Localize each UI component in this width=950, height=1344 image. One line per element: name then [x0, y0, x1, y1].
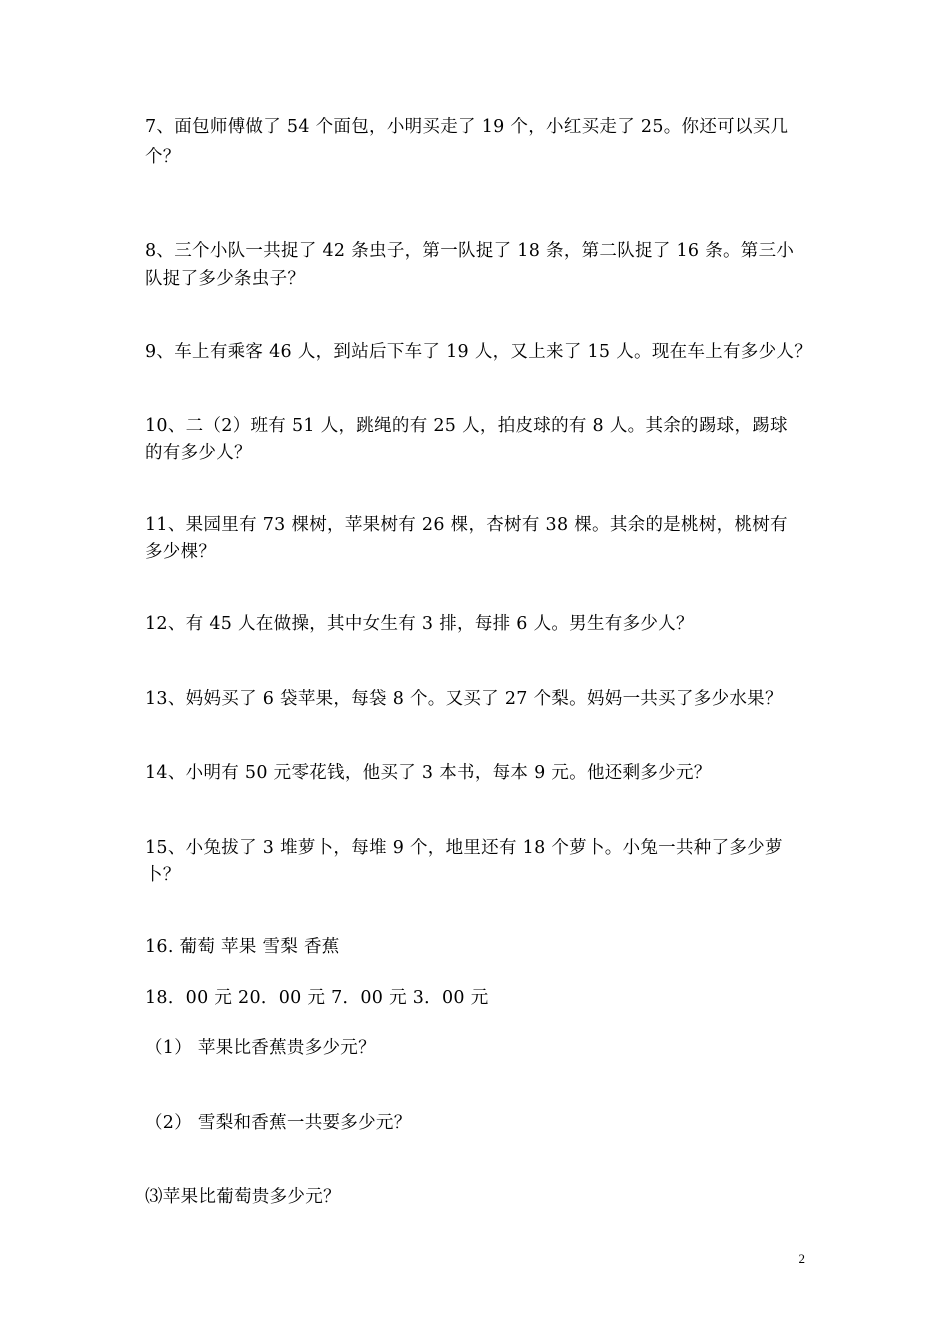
problem-15-line-2: 卜？	[145, 865, 181, 885]
problem-8-line-2: 队捉了多少条虫子？	[145, 269, 306, 289]
problem-11-line-1: 11、果园里有 73 棵树，苹果树有 26 棵，杏树有 38 棵。其余的是桃树，桃树有	[145, 515, 788, 535]
problem-16-question-1: （1） 苹果比香蕉贵多少元？	[145, 1038, 376, 1058]
problem-8-line-1: 8、三个小队一共捉了 42 条虫子，第一队捉了 18 条，第二队捉了 16 条。第三小	[145, 241, 795, 261]
problem-16-prices: 18．00 元 20．00 元 7．00 元 3．00 元	[145, 988, 489, 1008]
problem-16-header: 16. 葡萄 苹果 雪梨 香蕉	[145, 937, 340, 957]
problem-15-line-1: 15、小兔拔了 3 堆萝卜，每堆 9 个，地里还有 18 个萝卜。小兔一共种了多少萝	[145, 838, 783, 858]
problem-7-line-2: 个？	[145, 147, 181, 167]
problem-10-line-2: 的有多少人？	[145, 443, 252, 463]
problem-7-line-1: 7、面包师傅做了 54 个面包，小明买走了 19 个，小红买走了 25。你还可以买几	[145, 117, 789, 137]
problem-14-line-1: 14、小明有 50 元零花钱，他买了 3 本书，每本 9 元。他还剩多少元？	[145, 763, 712, 783]
problem-11-line-2: 多少棵？	[145, 542, 217, 562]
problem-16-question-3: ⑶苹果比葡萄贵多少元？	[145, 1187, 341, 1207]
problem-16-question-2: （2） 雪梨和香蕉一共要多少元？	[145, 1113, 412, 1133]
problem-10-line-1: 10、二（2）班有 51 人，跳绳的有 25 人，拍皮球的有 8 人。其余的踢球，踢球	[145, 416, 788, 436]
problem-13-line-1: 13、妈妈买了 6 袋苹果，每袋 8 个。又买了 27 个梨。妈妈一共买了多少水果？	[145, 689, 783, 709]
page-number: 2	[798, 1251, 805, 1266]
problem-9-line-1: 9、车上有乘客 46 人，到站后下车了 19 人，又上来了 15 人。现在车上有多少人？	[145, 342, 813, 362]
problem-12-line-1: 12、有 45 人在做操，其中女生有 3 排，每排 6 人。男生有多少人？	[145, 614, 694, 634]
